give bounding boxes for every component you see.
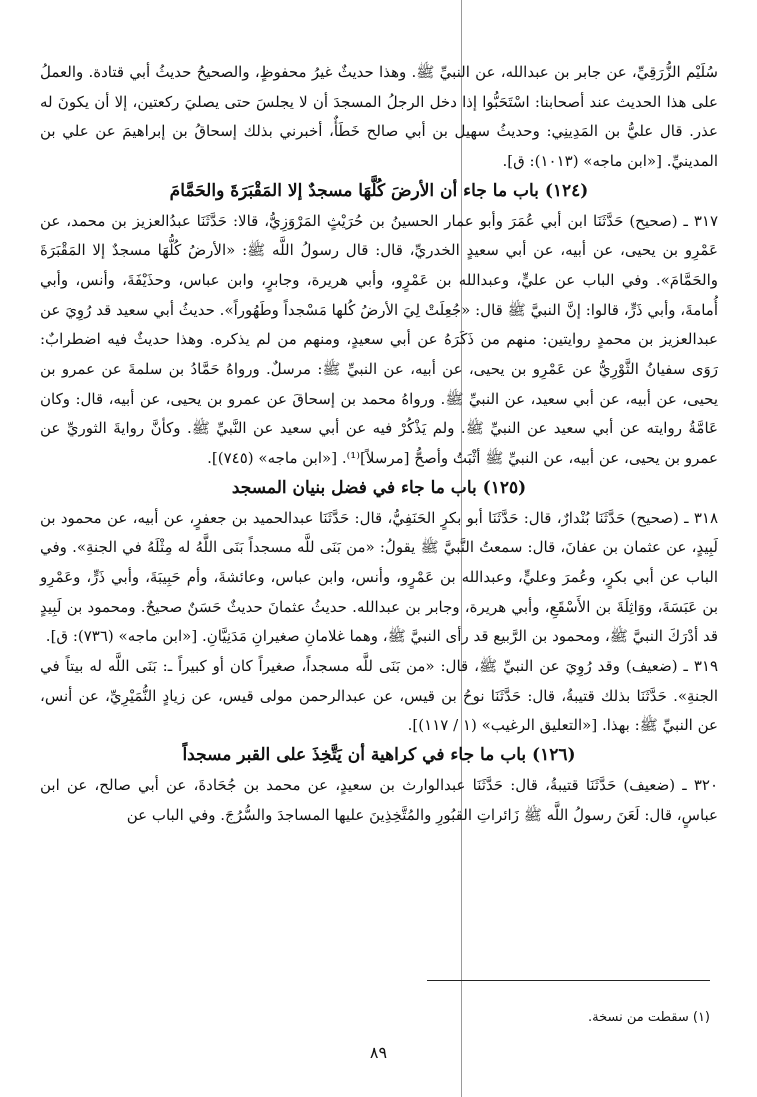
paragraph-1: سُلَيْم الزُّرَقِيِّ، عن جابر بن عبدالله، عن النبيِّ ﷺ. وهذا حديثٌ غيرُ محفوظٍ، والصحيحُ حديثُ أبي قتادة. والعملُ على هذا الحديث عند أصحابنا: اسْتَحَبُّوا إذا دخل الرجلُ المسجدَ أن لا يجلسَ حتى يصليَ ركعتين، إلا أن يكونَ له عذر. قال عليُّ بن المَدِينِي: وحديثُ سهيل بن أبي صالح خَطَأٌ، أخبرني بذلك إسحاقُ بن إبراهيمَ عن علي بن المدينيِّ. [«ابن ماجه» (١٠١٣): ق]. bbox=[40, 63, 718, 171]
hadith-320: ٣٢٠ ـ (ضعيف) حَدَّثَنَا قتيبةُ، قال: حَدَّثَنَا عبدالوارث بن سعيدٍ، عن محمد بن جُحَادةَ، عن أبي صالح، عن ابن عباسٍ، قال: لَعَنَ رسولُ اللَّه ﷺ زَائراتِ القبُورِ والمُتَّخِذِينَ عليها المساجدَ والسُّرُجَ. وفي الباب عن bbox=[40, 775, 718, 824]
hadith-319: ٣١٩ ـ (ضعيف) وقد رُوِيَ عن النبيِّ ﷺ، قال: «من بَنَى للَّه مسجداً، صغيراً كان أو كبيراً ـ: بَنَى اللَّه له بيتاً في الجنةِ». حَدَّثَنَا بذلك قتيبةُ، قال: حَدَّثَنَا نوحُ بن قيس، عن عبدالرحمن مولى قيس، عن زيادٍ النُّمَيْرِيِّ، عن أنس، عن النبيِّ ﷺ: بهذا. [«التعليق الرغيب» (١ / ١١٧)]. bbox=[40, 657, 718, 735]
chapter-heading-126: (١٢٦) باب ما جاء في كراهية أن يَتَّخِذَ على القبر مسجداً bbox=[182, 745, 576, 766]
hadith-317: ٣١٧ ـ (صحيح) حَدَّثَنَا ابن أبي عُمَرَ وأبو عمار الحسينُ بن حُرَيْثٍ المَرْوَزِيُّ، قالا: حَدَّثَنَا عبدُالعزيز بن محمد، عن عَمْرِو بن يحيى، عن أبيه، عن أبي سعيدٍ الخدريِّ، قال: قال رسولُ اللَّه ﷺ: «الأرضُ كُلُّهَا مسجدٌ إلا المَقْبَرَةَ والحَمَّامَ». وفي الباب عن عليٍّ، وعبدالله بن عَمْرٍو، وأبي هريرة، وجابرٍ، وابن عباس، وحذَيْفَةَ، وأنس، وأبي أُمامةَ، وأبي ذَرٍّ، قالوا: إنَّ النبيَّ ﷺ قال: «جُعِلَتْ لِيَ الأرضُ كُلها مَسْجداً وطَهُوراً». حديثُ أبي سعيد قد رُوِيَ عن عبدالعزيز بن محمدٍ روايتين: منهم من ذَكَرَهُ عن أبي سعيدٍ، ومنهم من لم يذكره. وهذا حديثٌ فيه اضطرابٌ: رَوَى سفيانُ الثَّوْرِيُّ عن عَمْرِو بن يحيى، عن أبيه، عن النبيِّ ﷺ: مرسلٌ. ورواهُ حَمَّادُ بن سلمةَ عن عمرو بن يحيى، عن أبيه، عن أبي سعيد، عن النبيِّ ﷺ. ورواهُ محمد بن إسحاقَ عن عمرو بن يحيى، عن أبيه، قال: وكان عَامَّةُ روايته عن أبي سعيد عن النبيِّ ﷺ. ولم يَذْكُرْ فيه عن أبي سعيد عن النَّبيِّ ﷺ. وكأنَّ روايةَ الثوريِّ عن عمرو بن يحيى، عن أبيه، عن النبيِّ ﷺ أثْبَتُ وأصحُّ [مرسلاً]⁽¹⁾. [«ابن ماجه» (٧٤٥)]. bbox=[40, 211, 718, 468]
page-body bbox=[40, 58, 718, 830]
chapter-heading-125: (١٢٥) باب ما جاء في فضل بنيان المسجد bbox=[231, 477, 527, 498]
hadith-318: ٣١٨ ـ (صحيح) حَدَّثَنَا بُنْدارٌ، قال: حَدَّثَنَا أبو بكرٍ الحَنَفِيُّ، قال: حَدَّثَنَا عبدالحميد بن جعفرٍ، عن أبيه، عن محمود بن لَبِيدٍ، عن عثمان بن عفانَ، قال: سمعتُ النَّبيَّ ﷺ يقولُ: «من بَنَى للَّه مسجداً بَنَى اللَّهُ له مِثْلَهُ في الجنةِ». وفي الباب عن أبي بكرٍ، وعُمرَ وعليٍّ، وعبدالله بن عَمْرٍو، وأنس، وابن عباس، وعائشةَ، وأم حَبِيبَةَ، وأبي ذَرٍّ، وعَمْرِو بن عَبَسَةَ، ووَاثِلَةَ بن الأَسْقَعِ، وأبي هريرة، وجابر بن عبدالله. حديثُ عثمانَ حديثٌ حَسَنٌ صحيحٌ. ومحمود بن لَبِيدٍ قد أدْرَكَ النبيَّ ﷺ، ومحمود بن الرَّبيع قد رأى النبيَّ ﷺ، وهما غلامانِ صغيرانِ مَدَنِيَّانِ. [«ابن ماجه» (٧٣٦): ق]. bbox=[40, 508, 718, 646]
page-number: ٨٩ bbox=[369, 1043, 388, 1062]
footnote-rule bbox=[427, 980, 710, 981]
footnote: (١) سقطت من نسخة. bbox=[588, 1010, 710, 1025]
chapter-heading-124: (١٢٤) باب ما جاء أن الأرضَ كُلَّهَا مسجدٌ إلا المَقْبَرَةَ والحَمَّامَ bbox=[169, 180, 589, 201]
